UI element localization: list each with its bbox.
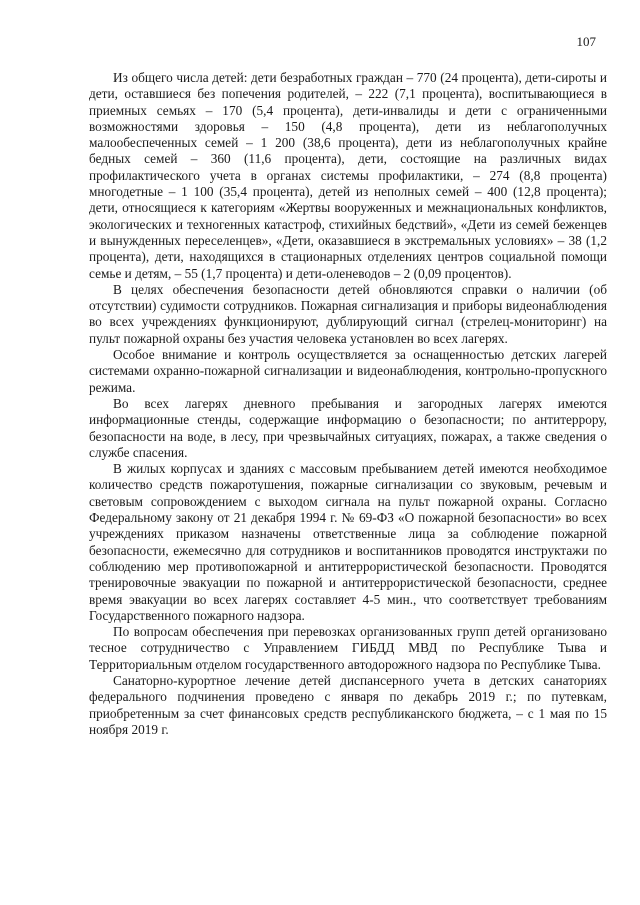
paragraph-camp-equipment-control: Особое внимание и контроль осуществляется за оснащенностью детских лагерей системами охранно-пожарной сигнализации и видеонаблюдения, контрольно-пропускного режима.	[89, 347, 607, 395]
paragraph-safety-measures: В целях обеспечения безопасности детей обновляются справки о наличии (об отсутствии) судимости сотрудников. Пожарная сигнализация и приборы видеонаблюдения во всех учреждениях функционируют, дублирующий сигнал (стрелец-мониторинг) на пульт пожарной охраны без участия человека установлен во всех лагерях.	[89, 281, 607, 346]
document-body	[89, 70, 607, 738]
paragraph-transport-safety: По вопросам обеспечения при перевозках организованных групп детей организовано тесное сотрудничество с Управлением ГИБДД МВД по Республике Тыва и Территориальным отделом государственного автодорожного надзора по Республике Тыва.	[89, 624, 607, 672]
paragraph-information-stands: Во всех лагерях дневного пребывания и загородных лагерях имеются информационные стенды, содержащие информацию о безопасности; по антитеррору, безопасности на воде, в лесу, при чрезвычайных ситуациях, пожарах, а также сведения о службе спасения.	[89, 395, 607, 460]
paragraph-sanatorium-treatment: Санаторно-курортное лечение детей диспансерного учета в детских санаториях федерального подчинения проведено с января по декабрь 2019 г.; по путевкам, приобретенным за счет финансовых средств республиканского бюджета, – с 1 мая по 15 ноября 2019 г.	[89, 672, 607, 737]
page-number: 107	[576, 34, 596, 49]
paragraph-children-statistics: Из общего числа детей: дети безработных граждан – 770 (24 процента), дети-сироты и дети, оставшиеся без попечения родителей, – 222 (7,1 процента), воспитывающиеся в приемных семьях – 170 (5,4 процента), дети-инвалиды и дети с ограниченными возможностями здоровья – 150 (4,8 процента), дети из неблагополучных малообеспеченных семей – 1 200 (38,6 процента), дети из неблагополучных крайне бедных семей – 360 (11,6 процента), дети, состоящие на различных видах профилактического учета в органах системы профилактики, – 274 (8,8 процента) многодетные – 1 100 (35,4 процента), детей из неполных семей – 400 (12,8 процента); дети, относящиеся к категориям «Жертвы вооруженных и межнациональных конфликтов, экологических и техногенных катастроф, стихийных бедствий», «Дети из семей беженцев и вынужденных переселенцев», «Дети, оказавшиеся в экстремальных условиях» – 38 (1,2 процента), дети, находящихся в стационарных отделениях центров социальной помощи семье и детям, – 55 (1,7 процента) и дети-оленеводов – 2 (0,09 процентов).	[89, 70, 607, 281]
paragraph-fire-safety: В жилых корпусах и зданиях с массовым пребыванием детей имеются необходимое количество средств пожаротушения, пожарные сигнализации со звуковым, речевым и световым сопровождением с выходом сигнала на пульт пожарной охраны. Согласно Федеральному закону от 21 декабря 1994 г. № 69-ФЗ «О пожарной безопасности» во всех учреждениях приказом назначены ответственные лица за соблюдение пожарной безопасности, ежемесячно для сотрудников и воспитанников проводятся инструктажи по соблюдению мер противопожарной и антитеррористической безопасности. Проводятся тренировочные эвакуации по пожарной и антитеррористической безопасности, среднее время эвакуации во всех лагерях составляет 4-5 мин., что соответствует требованиям Государственного пожарного надзора.	[89, 461, 607, 623]
